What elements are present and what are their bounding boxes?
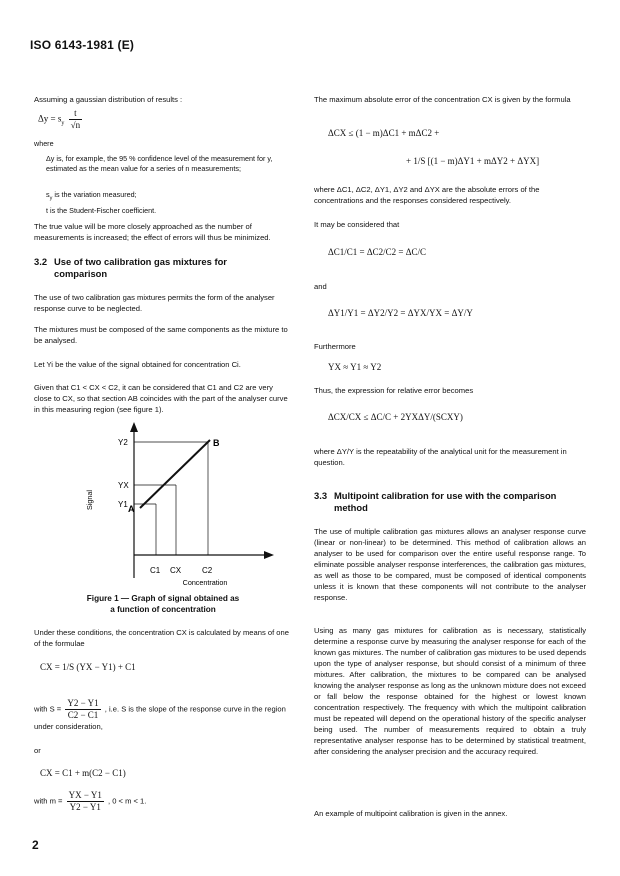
absolute-errors-text: where ΔC1, ΔC2, ΔY1, ΔY2 and ΔYX are the absolute errors of the concentrations and the responses considered respectively. (314, 185, 540, 205)
section-3-3-number: 3.3 (314, 490, 328, 501)
y-axis-label: Signal (85, 490, 94, 510)
with-s-frac (65, 698, 100, 721)
with-m-rest: , 0 < m < 1. (107, 796, 147, 806)
eq-delta-c-ratio: ΔC1/C1 = ΔC2/C2 = ΔC/C (328, 247, 427, 257)
let-yi-text: Let Yi be the value of the signal obtained for concentration Ci. (34, 360, 241, 369)
annex-reference-text: An example of multipoint calibration is given in the annex. (314, 809, 508, 818)
eq-relative-error: ΔCX/CX ≤ ΔC/C + 2YXΔY/(SCXY) (328, 412, 463, 422)
c1-tick: C1 (150, 566, 161, 575)
with-m-num: YX − Y1 (68, 790, 102, 800)
response-line-ab (140, 440, 210, 508)
eq-delta-y-lhs: Δy = s (38, 113, 62, 124)
page-number: 2 (32, 838, 39, 852)
c2-tick: C2 (202, 566, 213, 575)
eq-cx-1: CX = 1/S (YX − Y1) + C1 (40, 662, 136, 672)
and-label: and (314, 282, 327, 291)
eq-delta-y-num: t (69, 108, 82, 120)
eq-error-line1: ΔCX ≤ (1 − m)ΔC1 + mΔC2 + (328, 128, 440, 138)
eq-error-line2: + 1/S [(1 − m)ΔY1 + mΔY2 + ΔYX] (406, 156, 540, 166)
repeatability-text: where ΔY/Y is the repeatability of the analytical unit for the measurement in question. (314, 447, 567, 467)
def-sy-text: is the variation measured; (52, 190, 137, 199)
section-3-3-heading (314, 490, 586, 514)
true-value-text: The true value will be more closely approached as the number of measurements is increased; the effect of errors will thus be minimized. (34, 222, 271, 242)
cx-tick: CX (170, 566, 182, 575)
y2-tick: Y2 (118, 438, 128, 447)
yx-tick: YX (118, 481, 129, 490)
x-axis-label: Concentration (182, 578, 228, 587)
figure-1-graph (78, 420, 278, 600)
document-header: ISO 6143-1981 (E) (30, 38, 135, 52)
with-s-label: with S = (34, 704, 62, 714)
use-two-mixtures-text: The use of two calibration gas mixtures permits the form of the analyser response curve to be neglected. (34, 293, 275, 313)
section-3-2-heading (34, 256, 292, 280)
eq-approx: YX ≈ Y1 ≈ Y2 (328, 362, 382, 372)
section-3-3-title: Multipoint calibration for use with the comparison method (334, 490, 557, 513)
may-be-considered-text: It may be considered that (314, 220, 400, 229)
y-axis-arrow (130, 422, 138, 432)
assume-text: Assuming a gaussian distribution of results : (34, 95, 183, 104)
y1-tick: Y1 (118, 500, 128, 509)
with-m-label: with m = (34, 796, 63, 806)
with-m-block (34, 790, 292, 813)
section-3-2-number: 3.2 (34, 256, 48, 267)
def-sy (34, 190, 137, 203)
multipoint-procedure-text: Using as many gas mixtures for calibration as is necessary, statistically determine a response curve by measuring the analyser response for each of the known gas mixtures. The number of calibration gas mixtures to be used depends upon the type of analyser response, but should consist of a minimum of three mixtures. After calibration, the mixtures to be compared can be analysed knowing the analyser response as long as the unknown mixture does not exceed or fall below the response obtained for the highest or lowest known concentration respectively. The frequency with which the multipoint calibration must be repeated will depend on the operational history of the specific analyser being used. The number of measurements required to obtain a truly representative analyser response has to be determined by statistical treatment, after considering the analyser precision and the accuracy required. (314, 626, 586, 756)
figure-1-caption (34, 593, 292, 615)
eq-delta-y-frac (69, 108, 82, 131)
under-conditions-text: Under these conditions, the concentration CX is calculated by means of one of the formulae (34, 628, 289, 648)
def-t: t is the Student-Fischer coefficient. (46, 206, 157, 215)
def-sy-symbol: s (46, 190, 50, 199)
with-m-den: Y2 − Y1 (69, 802, 101, 812)
figure-1-caption-line2: a function of concentration (110, 605, 216, 614)
multipoint-intro-text: The use of multiple calibration gas mixtures allows an analyser response curve (linear or non-linear) to be determined. This method of calibration allows an analyser to be used for comparison over the entire useful response range. To eliminate possible analyser response interferences, the calibration gas mixtures, as well as those to be compared, must be composed of identical components unless it is known that these components will not contribute to the analyser response. (314, 527, 586, 602)
furthermore-label: Furthermore (314, 342, 356, 351)
figure-1-caption-line1: Figure 1 — Graph of signal obtained as (86, 594, 240, 603)
eq-delta-y-ratio: ΔY1/Y1 = ΔY2/Y2 = ΔYX/YX = ΔY/Y (328, 308, 473, 318)
thus-text: Thus, the expression for relative error becomes (314, 386, 474, 395)
point-b-label: B (213, 438, 220, 448)
with-s-den: C2 − C1 (67, 710, 99, 720)
def-sy-sub: y (49, 195, 53, 202)
or-label: or (34, 746, 41, 755)
with-s-num: Y2 − Y1 (67, 698, 99, 708)
x-axis-arrow (264, 551, 274, 559)
section-3-2-title: Use of two calibration gas mixtures for comparison (54, 256, 227, 279)
with-s-rest: , i.e. S is the slope of the response curve in the region under consideration, (34, 704, 286, 731)
eq-delta-y-sub: y (61, 120, 65, 127)
eq-delta-y (38, 108, 84, 131)
def-delta-y: Δy is, for example, the 95 % confidence level of the measurement for y, estimated as the mean value for a series of n measurements; (46, 154, 273, 173)
mixtures-composition-text: The mixtures must be composed of the same components as the mixture to be analysed. (34, 325, 288, 345)
max-error-text: The maximum absolute error of the concentration CX is given by the formula (314, 95, 571, 104)
given-that-text: Given that C1 < CX < C2, it can be considered that C1 and C2 are very close to CX, so that section AB coincides with the part of the analyser curve in this measuring region (see figure 1). (34, 383, 288, 414)
where-label: where (34, 139, 54, 148)
eq-cx-2: CX = C1 + m(C2 − C1) (40, 768, 126, 778)
eq-delta-y-den: √n (70, 120, 81, 130)
with-s-block (34, 698, 292, 732)
with-m-frac (67, 790, 104, 813)
point-a-label: A (128, 504, 135, 514)
